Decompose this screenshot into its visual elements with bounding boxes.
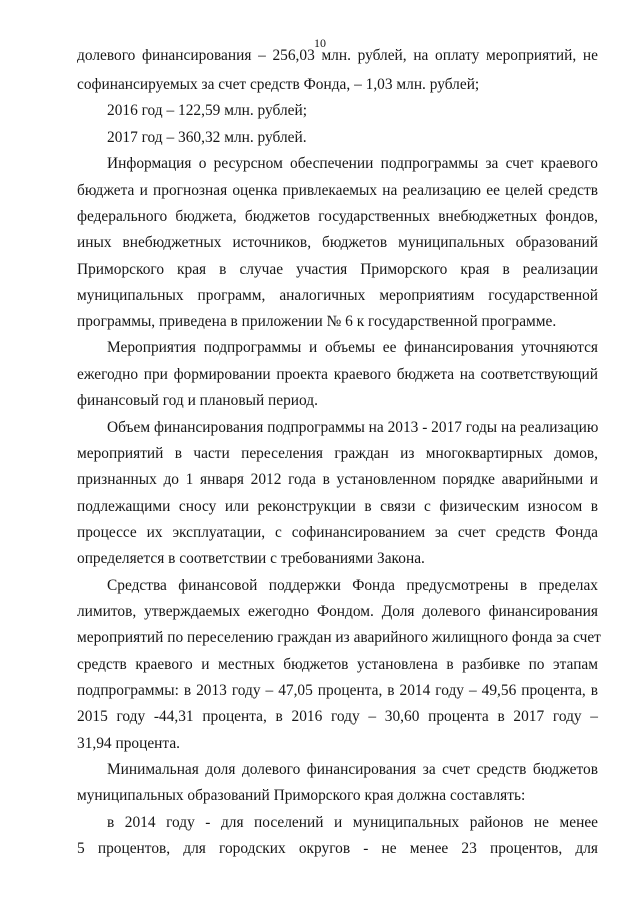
- text-line: средств краевого и местных бюджетов установлена в разбивке по этапам: [77, 656, 598, 673]
- text-line: муниципальных программ, аналогичных мероприятиям государственной: [77, 287, 598, 304]
- text-line: процессе их эксплуатации, с софинансированием за счет средств Фонда: [77, 524, 598, 541]
- text-line: 2015 году -44,31 процента, в 2016 году – 30,60 процента в 2017 году –: [77, 708, 598, 725]
- text-line: федерального бюджета, бюджетов государственных внебюджетных фондов,: [77, 208, 598, 225]
- text-line: Мероприятия подпрограммы и объемы ее финансирования уточняются: [107, 339, 598, 356]
- text-line: 2017 год – 360,32 млн. рублей.: [107, 129, 307, 146]
- text-line: подпрограммы: в 2013 году – 47,05 процента, в 2014 году – 49,56 процента, в: [77, 682, 598, 699]
- text-line: муниципальных образований Приморского края должна составлять:: [77, 787, 526, 804]
- text-line: мероприятий по переселению граждан из аварийного жилищного фонда за счет: [77, 629, 601, 646]
- text-line: программы, приведена в приложении № 6 к государственной программе.: [77, 313, 557, 330]
- text-line: лимитов, утверждаемых ежегодно Фондом. Доля долевого финансирования: [77, 603, 598, 620]
- text-line: софинансируемых за счет средств Фонда, – 1,03 млн. рублей;: [77, 76, 480, 93]
- text-line: долевого финансирования – 256,03 млн. рублей, на оплату мероприятий, не: [77, 47, 598, 64]
- page-number: 10: [314, 36, 326, 50]
- text-line: Средства финансовой поддержки Фонда предусмотрены в пределах: [107, 577, 598, 594]
- text-line: Приморского края в случае участия Приморского края в реализации: [77, 261, 598, 278]
- text-line: ежегодно при формировании проекта краевого бюджета на соответствующий: [77, 366, 598, 383]
- text-line: 31,94 процента.: [77, 735, 181, 752]
- text-line: мероприятий в части переселения граждан из многоквартирных домов,: [77, 445, 598, 462]
- text-line: Минимальная доля долевого финансирования за счет средств бюджетов: [107, 761, 598, 778]
- text-line: финансовый год и плановый период.: [77, 392, 318, 409]
- text-line: 5 процентов, для городских округов - не менее 23 процентов, для: [77, 840, 598, 857]
- text-line: Информация о ресурсном обеспечении подпрограммы за счет краевого: [107, 155, 598, 172]
- text-line: подлежащими сносу или реконструкции в связи с физическим износом в: [77, 498, 598, 515]
- text-line: иных внебюджетных источников, бюджетов муниципальных образований: [77, 234, 598, 251]
- text-line: 2016 год – 122,59 млн. рублей;: [107, 102, 308, 119]
- text-line: признанных до 1 января 2012 года в установленном порядке аварийными и: [77, 471, 598, 488]
- text-line: определяется в соответствии с требованиями Закона.: [77, 550, 425, 567]
- text-line: Объем финансирования подпрограммы на 2013 - 2017 годы на реализацию: [107, 419, 599, 436]
- text-line: в 2014 году - для поселений и муниципальных районов не менее: [107, 814, 598, 831]
- text-line: бюджета и прогнозная оценка привлекаемых на реализацию ее целей средств: [77, 182, 598, 199]
